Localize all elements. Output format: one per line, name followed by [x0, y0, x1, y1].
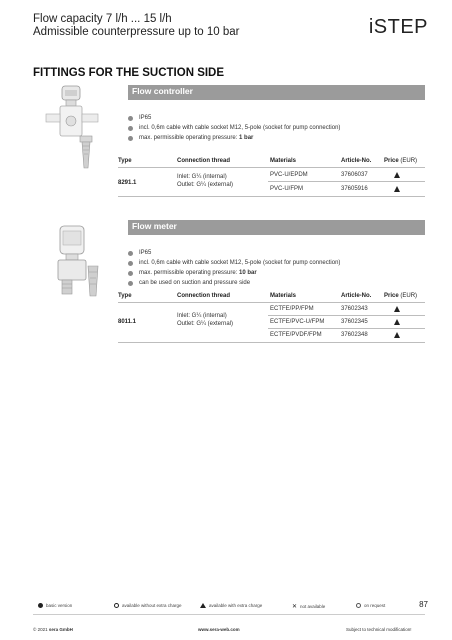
feature-item: [128, 133, 340, 143]
bullet-icon: [128, 136, 133, 141]
col-price: Price (EUR): [384, 293, 418, 299]
flow-controller-heading: [128, 85, 425, 100]
material-cell: PVC-U/EPDM: [270, 172, 308, 178]
table-divider: [118, 196, 425, 197]
table-divider: [118, 167, 425, 168]
bullet-icon: [128, 116, 133, 121]
circle-icon: [356, 603, 361, 608]
flow-meter-heading: [128, 220, 425, 235]
table-divider: [118, 342, 425, 343]
col-type: Type: [118, 293, 132, 299]
bullet-icon: [128, 281, 133, 286]
feature-item: IP65: [128, 113, 340, 123]
row-divider: [268, 181, 425, 182]
header-title-line1: Flow capacity 7 l/h ... 15 l/h: [33, 13, 172, 25]
legend-extra-charge: available with extra charge: [200, 603, 262, 608]
connection-inlet: Inlet: G¼ (internal): [177, 313, 227, 319]
footer-divider: [33, 614, 425, 615]
material-cell: ECTFE/PVDF/FPM: [270, 332, 322, 338]
row-divider: [268, 328, 425, 329]
extra-charge-icon: [394, 306, 400, 312]
bullet-icon: [128, 271, 133, 276]
feature-item: can be used on suction and pressure side: [128, 278, 340, 288]
article-cell: 37602343: [341, 306, 368, 312]
col-article: Article-No.: [341, 293, 372, 299]
footer-note: Subject to technical modification!: [346, 627, 412, 632]
col-article: Article-No.: [341, 158, 372, 164]
row-divider: [268, 315, 425, 316]
flow-meter-features: [128, 248, 340, 288]
col-price: Price (EUR): [384, 158, 418, 164]
material-cell: PVC-U/FPM: [270, 186, 303, 192]
flow-controller-title: Flow controller: [132, 86, 193, 96]
article-cell: 37605916: [341, 186, 368, 192]
section-title: FITTINGS FOR THE SUCTION SIDE: [33, 67, 225, 79]
page-number: 87: [419, 600, 428, 609]
brand-logo: iSTEP: [368, 16, 428, 38]
col-connection: Connection thread: [177, 158, 231, 164]
article-cell: 37602348: [341, 332, 368, 338]
cross-icon: ✕: [292, 604, 298, 610]
col-materials: Materials: [270, 158, 297, 164]
flow-meter-image: [40, 222, 120, 302]
flow-controller-image: [38, 84, 118, 174]
material-cell: ECTFE/PVC-U/FPM: [270, 319, 325, 325]
legend-basic: basic version: [38, 603, 72, 608]
header-title-line2: Admissible counterpressure up to 10 bar: [33, 26, 240, 38]
extra-charge-icon: [394, 332, 400, 338]
legend-on-request: on request: [356, 603, 385, 608]
half-circle-icon: [114, 603, 119, 608]
connection-inlet: Inlet: G¼ (internal): [177, 174, 227, 180]
col-materials: Materials: [270, 293, 297, 299]
footer-copyright: © 2021 sera GmbH: [33, 627, 73, 632]
filled-dot-icon: [38, 603, 43, 608]
material-cell: ECTFE/PP/FPM: [270, 306, 314, 312]
triangle-icon: [200, 603, 206, 608]
feature-item: incl. 0,6m cable with cable socket M12, 5-pole (socket for pump connection): [128, 258, 340, 268]
type-code: 8291.1: [118, 180, 137, 186]
type-code: 8011.1: [118, 319, 137, 325]
col-type: Type: [118, 158, 132, 164]
article-cell: 37602345: [341, 319, 368, 325]
bullet-icon: [128, 261, 133, 266]
table-divider: [118, 302, 425, 303]
extra-charge-icon: [394, 319, 400, 325]
flow-controller-features: [128, 113, 340, 143]
col-connection: Connection thread: [177, 293, 231, 299]
flow-meter-title: Flow meter: [132, 221, 177, 231]
feature-item: IP65: [128, 248, 340, 258]
legend-no-charge: available without extra charge: [114, 603, 182, 608]
max-pressure-text: max. permissible operating pressure: 10 bar: [139, 270, 257, 276]
footer-website[interactable]: www.sera-web.com: [198, 627, 240, 632]
feature-item: [128, 268, 340, 278]
bullet-icon: [128, 126, 133, 131]
feature-item: incl. 0,6m cable with cable socket M12, 5-pole (socket for pump connection): [128, 123, 340, 133]
extra-charge-icon: [394, 172, 400, 178]
bullet-icon: [128, 251, 133, 256]
connection-outlet: Outlet: G¼ (external): [177, 321, 234, 327]
article-cell: 37606037: [341, 172, 368, 178]
legend-not-available: ✕ not available: [292, 604, 326, 610]
max-pressure-text: max. permissible operating pressure: 1 bar: [139, 135, 254, 141]
extra-charge-icon: [394, 186, 400, 192]
connection-outlet: Outlet: G¼ (external): [177, 182, 234, 188]
